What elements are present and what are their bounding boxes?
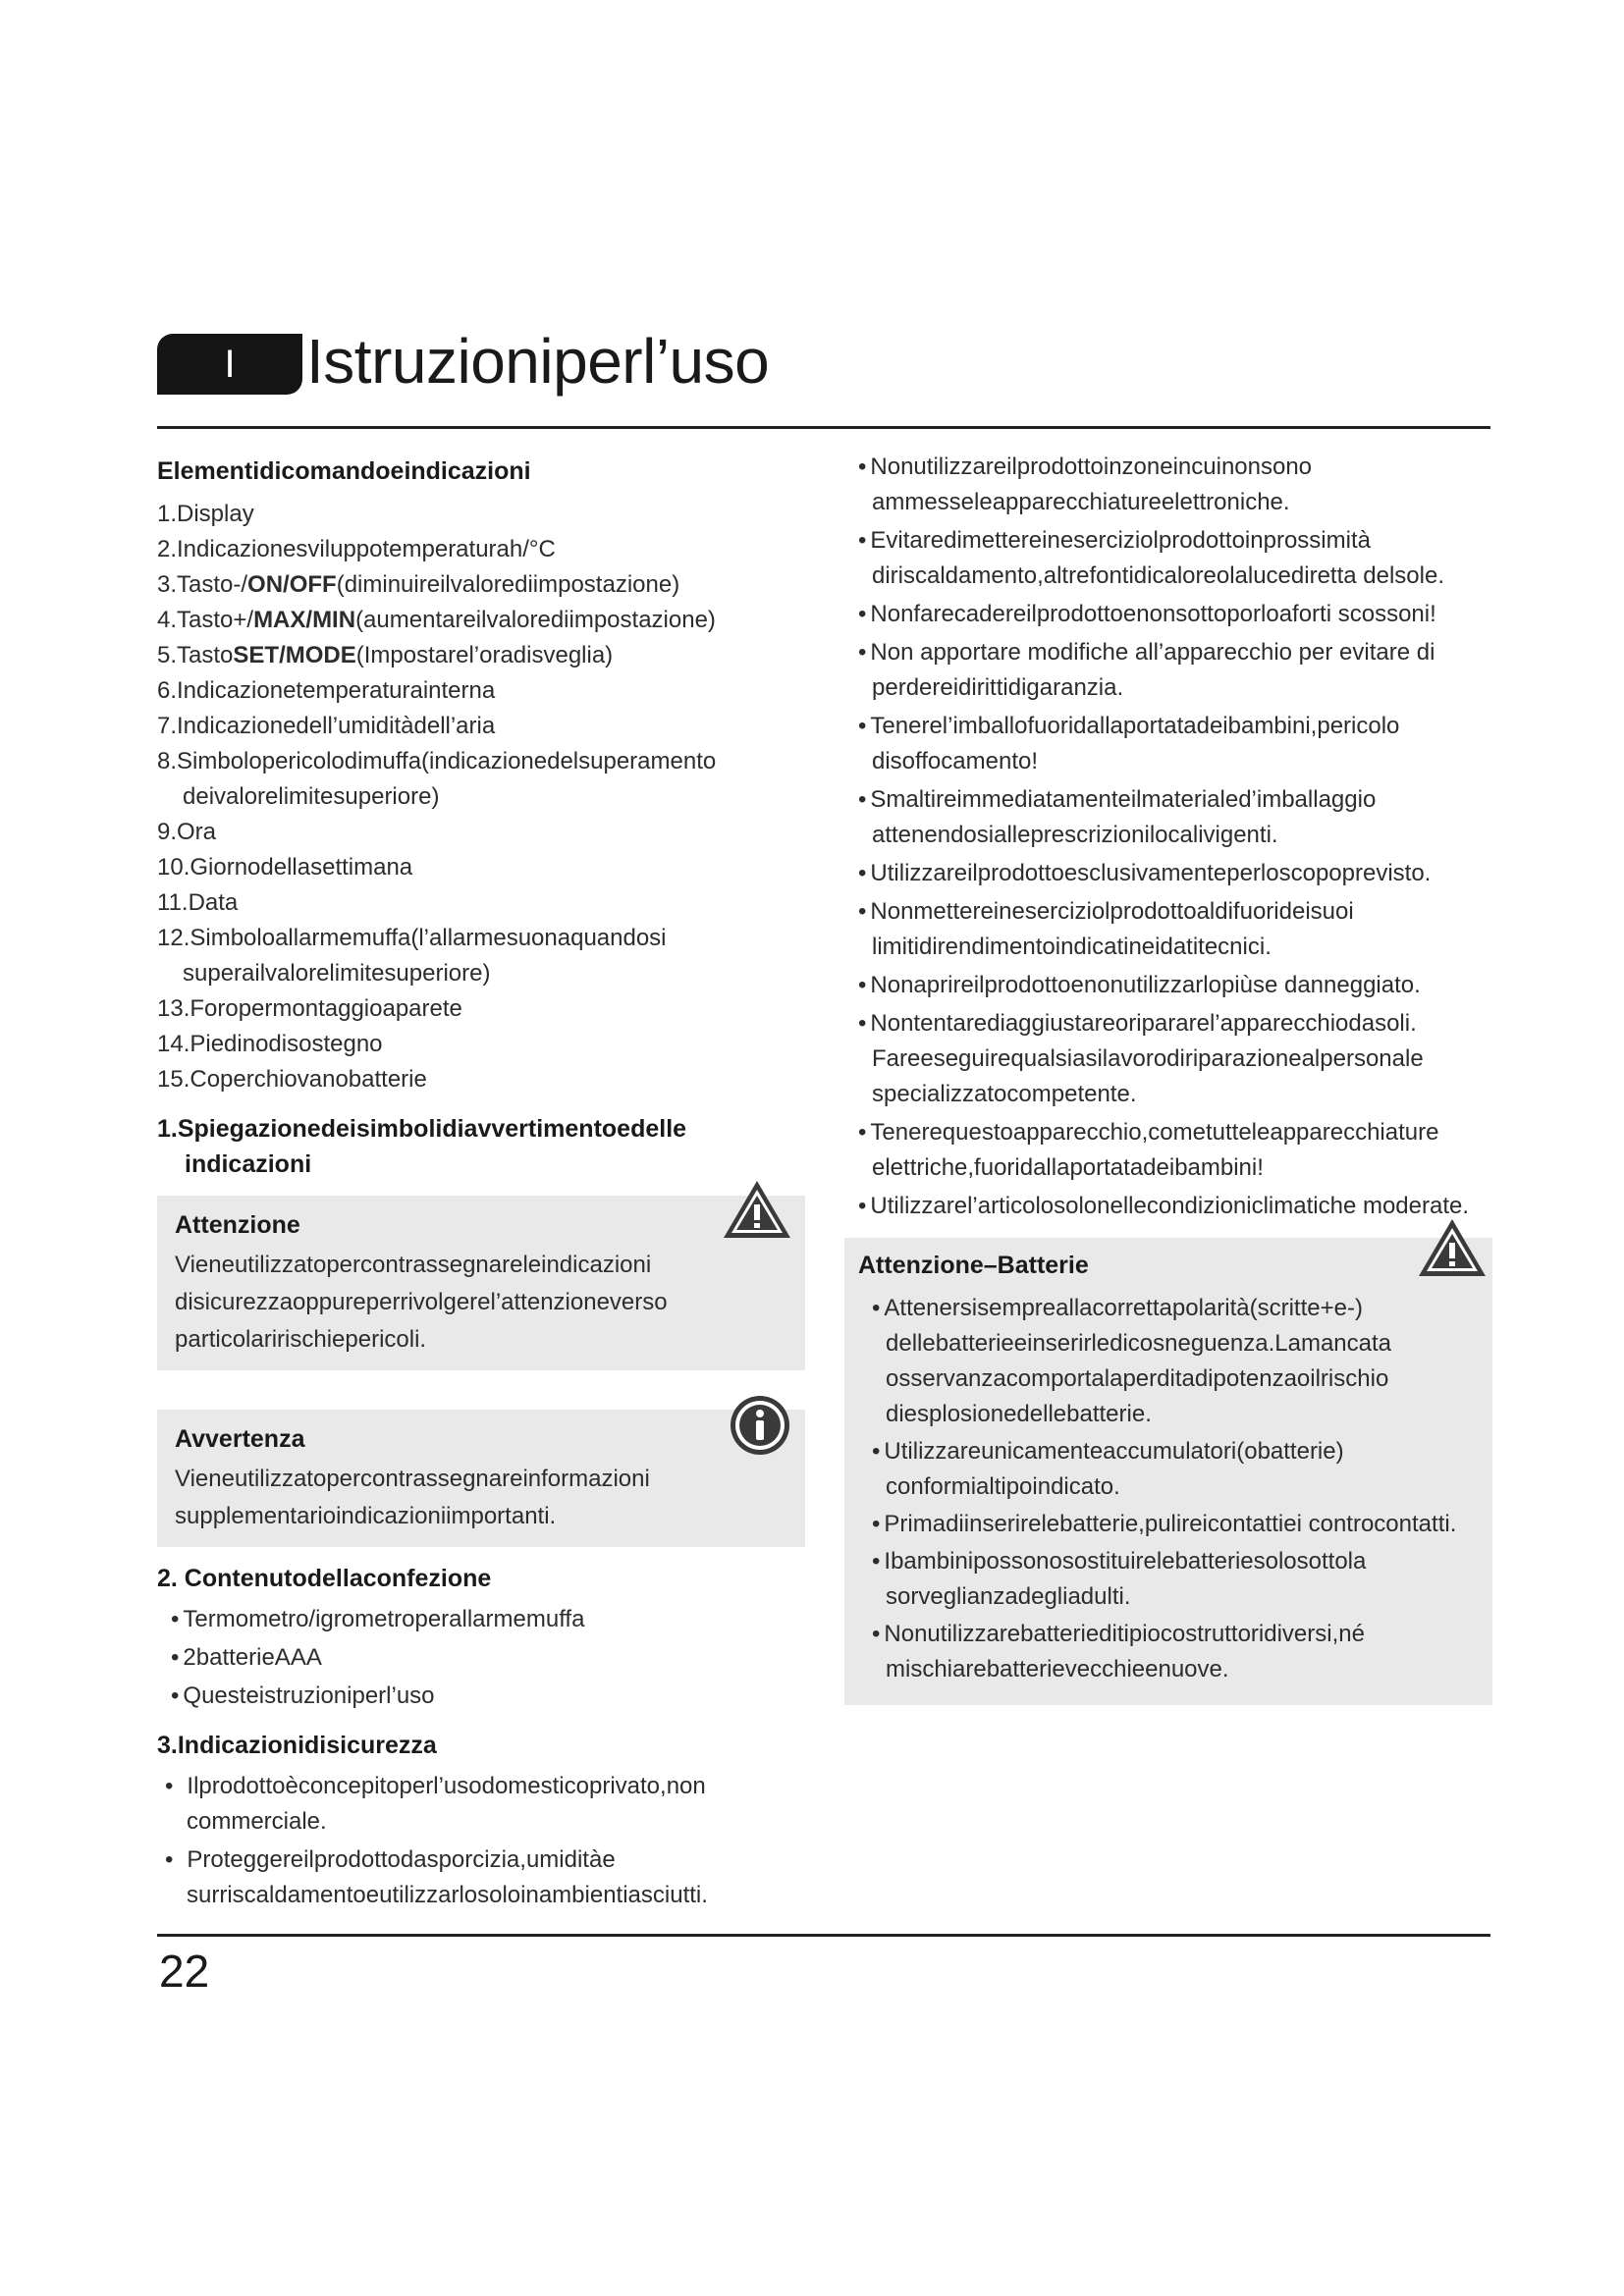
control-item [157, 709, 805, 744]
page-number: 22 [159, 1946, 210, 1997]
control-item [157, 921, 805, 991]
control-item-text: 8.Simbolopericolodimuffa(indicazionedelsuperamento deivalorelimitesuperiore) [157, 748, 717, 810]
package-item: • Termometro/igrometroperallarmemuffa [157, 1602, 805, 1637]
control-item [157, 638, 805, 673]
section2-heading: 2. Contenutodellaconfezione [157, 1565, 492, 1592]
control-item [157, 497, 805, 532]
note-title: Avvertenza [175, 1425, 305, 1453]
safety-list-right [844, 450, 1492, 1224]
control-item-desc: (diminuireilvalorediimpostazione) [336, 571, 680, 598]
control-item-text: 9.Ora [157, 819, 217, 845]
control-key-label: SET/MODE [233, 642, 356, 668]
battery-item: • Ibambinipossonosostituirelebatteriesolosottola sorveglianzadegliadulti. [858, 1544, 1477, 1615]
safety-list-left [157, 1769, 805, 1913]
section1-heading [157, 1111, 805, 1182]
control-item [157, 1027, 805, 1062]
control-item-text: 6.Indicazionetemperaturainterna [157, 677, 496, 704]
safety-item: • Utilizzarel’articolosolonellecondizioniclimatiche moderate. [844, 1189, 1492, 1224]
control-item-text: 7.Indicazionedell’umiditàdell’aria [157, 713, 496, 739]
language-badge: I [157, 334, 302, 395]
control-item-text: 5.Tasto [157, 642, 234, 668]
control-item [157, 850, 805, 885]
info-icon [729, 1394, 791, 1457]
attention-title: Attenzione [175, 1211, 300, 1239]
control-item-text: 10.Giornodellasettimana [157, 854, 413, 881]
battery-list [858, 1291, 1477, 1687]
section1-heading-line2: indicazioni [185, 1150, 312, 1178]
package-item: • Questeistruzioniperl’uso [157, 1679, 805, 1714]
package-item: • 2batterieAAA [157, 1640, 805, 1676]
controls-heading: Elementidicomandoeindicazioni [157, 457, 531, 485]
right-column [844, 450, 1492, 1705]
attention-box [157, 1196, 805, 1370]
section3-heading: 3.Indicazionidisicurezza [157, 1732, 437, 1759]
control-item-text: 13.Foropermontaggioaparete [157, 995, 462, 1022]
control-item-text: 12.Simboloallarmemuffa(l’allarmesuonaquandosi superailvalorelimitesuperiore) [157, 925, 667, 987]
control-item-text: 15.Coperchiovanobatterie [157, 1066, 427, 1093]
page-title: Istruzioniperl’uso [306, 326, 770, 397]
safety-item: • Tenerel’imballofuoridallaportatadeibambini,pericolo disoffocamento! [844, 709, 1492, 779]
control-item-text: 11.Data [157, 889, 239, 916]
control-key-label: MAX/MIN [253, 607, 356, 633]
safety-item: • Ilprodottoèconcepitoperl’usodomesticoprivato,non commerciale. [157, 1769, 805, 1840]
control-item-text: 4.Tasto+/ [157, 607, 254, 633]
control-item [157, 1062, 805, 1097]
control-item [157, 603, 805, 638]
control-item [157, 744, 805, 815]
safety-item: • Nontentarediaggiustareoripararel’apparecchiodasoli. Fareeseguirequalsiasilavorodiriparazionealpersonale specializzatocompetente. [844, 1006, 1492, 1112]
section1-heading-line1: 1.Spiegazionedeisimbolidiavvertimentoedelle [157, 1115, 687, 1143]
control-item [157, 532, 805, 567]
battery-title: Attenzione–Batterie [858, 1252, 1089, 1279]
safety-item: • Nonfarecadereilprodottoenonsottoporloaforti scossoni! [844, 597, 1492, 632]
note-body: Vieneutilizzatopercontrassegnareinformazioni supplementarioindicazioniimportanti. [175, 1466, 650, 1529]
safety-item: • Utilizzareilprodottoesclusivamenteperloscopoprevisto. [844, 856, 1492, 891]
package-list [157, 1602, 805, 1714]
control-item-desc: (aumentareilvalorediimpostazione) [355, 607, 716, 633]
warning-icon [721, 1178, 793, 1241]
controls-list [157, 497, 805, 1097]
left-column [157, 454, 805, 1916]
footer-rule [157, 1934, 1490, 1937]
safety-item: • Tenerequestoapparecchio,cometutteleapparecchiature elettriche,fuoridallaportatadeibambini! [844, 1115, 1492, 1186]
note-box [157, 1410, 805, 1547]
control-item [157, 991, 805, 1027]
control-item-text: 2.Indicazionesviluppotemperaturah/°C [157, 536, 556, 562]
safety-item: • Nonmettereineserciziolprodottoaldifuorideisuoi limitidirendimentoindicatineidatitecnici. [844, 894, 1492, 965]
safety-item: • Evitaredimettereineserciziolprodottoinprossimità diriscaldamento,altrefontidicaloreolalucediretta delsole. [844, 523, 1492, 594]
battery-item: • Primadiinserirelebatterie,pulireicontattiei controcontatti. [858, 1507, 1477, 1542]
control-item-text: 14.Piedinodisostegno [157, 1031, 383, 1057]
control-item [157, 815, 805, 850]
control-item-desc: (Impostarel’oradisveglia) [355, 642, 614, 668]
safety-item: • Smaltireimmediatamenteilmaterialed’imballaggio attenendosialleprescrizionilocalivigenti. [844, 782, 1492, 853]
control-item [157, 567, 805, 603]
warning-icon [1416, 1216, 1489, 1279]
attention-body: Vieneutilizzatopercontrassegnareleindicazioni disicurezzaoppureperrivolgerel’attenzioneverso particolaririschiepericoli. [175, 1252, 668, 1353]
safety-item: • Nonaprireilprodottoenonutilizzarlopiùse danneggiato. [844, 968, 1492, 1003]
header-rule [157, 426, 1490, 429]
battery-box [844, 1238, 1492, 1705]
battery-item: • Attenersisempreallacorrettapolarità(scritte+e-) dellebatterieeinserirledicosneguenza.Lamancata osservanzacomportalaperditadipotenzaoilrischio diesplosionedellebatterie. [858, 1291, 1477, 1432]
control-key-label: ON/OFF [247, 571, 337, 598]
battery-item: • Utilizzareunicamenteaccumulatori(obatterie) conformialtipoindicato. [858, 1434, 1477, 1505]
safety-item: • Nonutilizzareilprodottoinzoneincuinonsono ammesseleapparecchiatureelettroniche. [844, 450, 1492, 520]
control-item [157, 673, 805, 709]
battery-item: • Nonutilizzarebatterieditipiocostruttoridiversi,né mischiarebatterievecchieenuove. [858, 1617, 1477, 1687]
control-item-text: 3.Tasto-/ [157, 571, 248, 598]
control-item-text: 1.Display [157, 501, 254, 527]
safety-item: • Non apportare modifiche all’apparecchio per evitare di perdereidirittidigaranzia. [844, 635, 1492, 706]
safety-item: • Proteggereilprodottodasporcizia,umiditàe surriscaldamentoeutilizzarlosoloinambientiasciutti. [157, 1842, 805, 1913]
control-item [157, 885, 805, 921]
